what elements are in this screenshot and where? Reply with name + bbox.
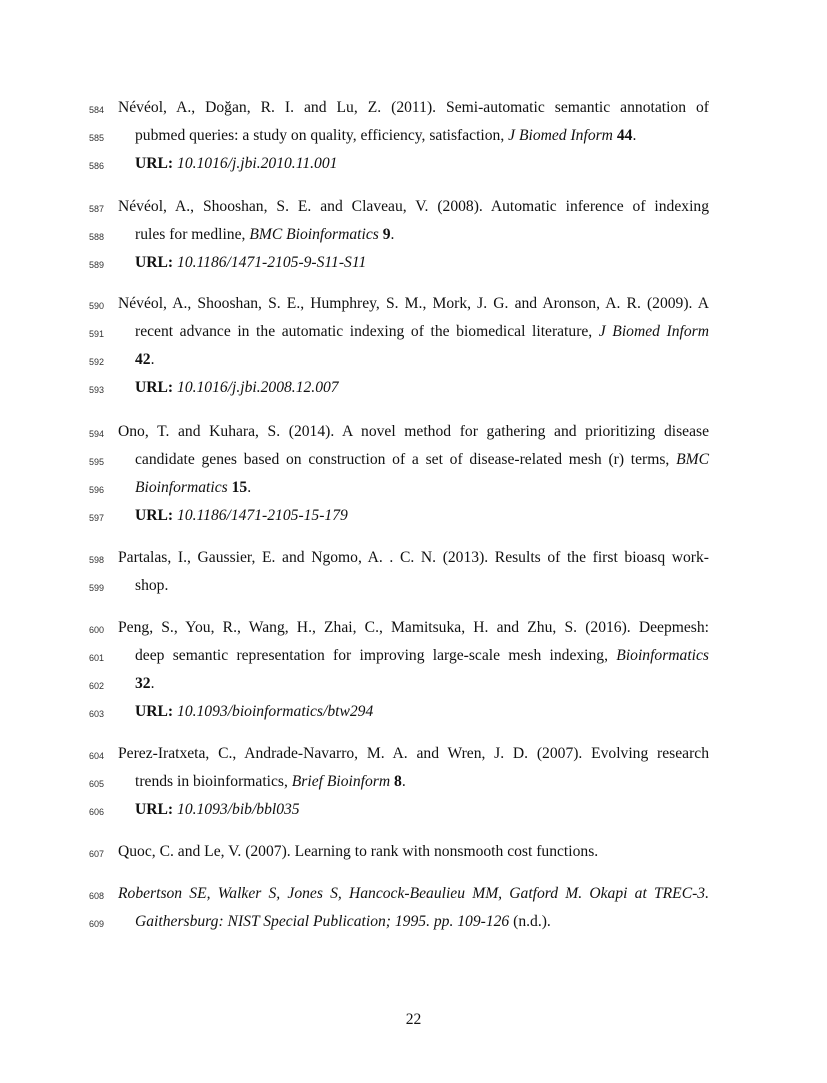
text-run: .	[390, 226, 395, 243]
line-number: 589	[88, 260, 104, 270]
text-run: Névéol, A., Shooshan, S. E. and Claveau, V. (2008). Automatic inference of indexing	[118, 198, 709, 215]
line-number: 597	[88, 513, 104, 523]
bold-text: URL:	[135, 703, 178, 720]
italic-text: 10.1093/bib/bbl035	[177, 801, 300, 818]
text-run: .	[401, 773, 406, 790]
text-run: (n.d.).	[509, 913, 551, 930]
text-run: Perez-Iratxeta, C., Andrade-Navarro, M. A. and Wren, J. D. (2007). Evolving research	[118, 745, 709, 762]
text-run: recent advance in the automatic indexing of the biomedical literature,	[135, 323, 599, 340]
italic-text: 10.1186/1471-2105-15-179	[177, 507, 348, 524]
italic-text: BMC Bioinformatics	[249, 226, 379, 243]
reference-line	[135, 126, 709, 146]
text-run: Névéol, A., Doğan, R. I. and Lu, Z. (2011). Semi-automatic semantic annotation of	[118, 99, 709, 116]
italic-text: Brief Bioinform	[291, 773, 391, 790]
line-number: 599	[88, 583, 104, 593]
reference-line	[135, 322, 709, 342]
bold-text: URL:	[135, 507, 178, 524]
italic-text: BMC	[676, 451, 709, 468]
line-number: 608	[88, 891, 104, 901]
reference-line	[135, 253, 709, 273]
italic-text: 10.1093/bioinformatics/btw294	[177, 703, 374, 720]
text-run: Ono, T. and Kuhara, S. (2014). A novel method for gathering and prioritizing disease	[118, 423, 709, 440]
reference-line	[118, 197, 709, 217]
reference-line	[118, 422, 709, 442]
reference-line	[135, 912, 709, 932]
bold-text: 32	[135, 675, 151, 692]
text-run: deep semantic representation for improving large-scale mesh indexing,	[135, 647, 617, 664]
text-run: .	[247, 479, 252, 496]
text-run: Quoc, C. and Le, V. (2007). Learning to rank with nonsmooth cost functions.	[118, 843, 599, 860]
line-number: 609	[88, 919, 104, 929]
text-run: Névéol, A., Shooshan, S. E., Humphrey, S. M., Mork, J. G. and Aronson, A. R. (2009). A	[118, 295, 709, 312]
reference-line	[135, 702, 709, 722]
line-number: 587	[88, 204, 104, 214]
text-run: candidate genes based on construction of a set of disease-related mesh (r) terms,	[135, 451, 677, 468]
reference-line	[135, 800, 709, 820]
bold-text: URL:	[135, 155, 178, 172]
text-run: rules for medline,	[135, 226, 250, 243]
bold-text: URL:	[135, 379, 178, 396]
reference-line	[135, 506, 709, 526]
reference-line	[118, 548, 709, 568]
italic-text: 10.1186/1471-2105-9-S11-S11	[177, 254, 367, 271]
reference-line	[135, 378, 709, 398]
italic-text: Gaithersburg: NIST Special Publication; 1995. pp. 109-126	[135, 913, 510, 930]
bold-text: URL:	[135, 254, 178, 271]
text-run: .	[150, 351, 155, 368]
line-number: 607	[88, 849, 104, 859]
line-number: 595	[88, 457, 104, 467]
italic-text: Robertson SE, Walker S, Jones S, Hancock-Beaulieu MM, Gatford M. Okapi at TREC-3.	[118, 885, 709, 902]
italic-text: Bioinformatics	[616, 647, 709, 664]
page-number: 22	[405, 1011, 422, 1028]
reference-line	[135, 350, 709, 370]
line-number: 593	[88, 385, 104, 395]
reference-line	[135, 576, 709, 596]
reference-line	[135, 674, 709, 694]
text-run: .	[150, 675, 155, 692]
text-run: Peng, S., You, R., Wang, H., Zhai, C., Mamitsuka, H. and Zhu, S. (2016). Deepmesh:	[118, 619, 709, 636]
reference-line	[135, 225, 709, 245]
line-number: 590	[88, 301, 104, 311]
reference-line	[118, 98, 709, 118]
line-number: 605	[88, 779, 104, 789]
line-number: 584	[88, 105, 104, 115]
bold-text: 42	[135, 351, 151, 368]
reference-line	[118, 884, 709, 904]
reference-line	[118, 618, 709, 638]
italic-text: J Biomed Inform	[598, 323, 709, 340]
reference-line	[118, 744, 709, 764]
reference-line	[118, 842, 709, 862]
bold-text: 15	[231, 479, 248, 496]
line-number: 594	[88, 429, 104, 439]
line-number: 585	[88, 133, 104, 143]
text-run: shop.	[135, 577, 169, 594]
line-number: 588	[88, 232, 104, 242]
text-run: pubmed queries: a study on quality, efficiency, satisfaction,	[135, 127, 509, 144]
italic-text: Bioinformatics	[135, 479, 228, 496]
line-number: 604	[88, 751, 104, 761]
line-number: 596	[88, 485, 104, 495]
reference-line	[135, 450, 709, 470]
italic-text: 10.1016/j.jbi.2008.12.007	[177, 379, 339, 396]
reference-line	[135, 154, 709, 174]
reference-line	[118, 294, 709, 314]
line-number: 606	[88, 807, 104, 817]
italic-text: J Biomed Inform	[508, 127, 613, 144]
reference-line	[135, 772, 709, 792]
line-number: 600	[88, 625, 104, 635]
bold-text: URL:	[135, 801, 178, 818]
reference-line	[135, 646, 709, 666]
bold-text: 9	[382, 226, 391, 243]
line-number: 586	[88, 161, 104, 171]
text-run: .	[632, 127, 637, 144]
line-number: 602	[88, 681, 104, 691]
line-number: 592	[88, 357, 104, 367]
bold-text: 8	[394, 773, 402, 790]
line-number: 591	[88, 329, 104, 339]
text-run: trends in bioinformatics,	[135, 773, 292, 790]
reference-line	[135, 478, 709, 498]
italic-text: 10.1016/j.jbi.2010.11.001	[177, 155, 338, 172]
line-number: 603	[88, 709, 104, 719]
line-number: 598	[88, 555, 104, 565]
bold-text: 44	[616, 127, 633, 144]
text-run: Partalas, I., Gaussier, E. and Ngomo, A. . C. N. (2013). Results of the first bioasq work-	[118, 549, 709, 566]
line-number: 601	[88, 653, 104, 663]
